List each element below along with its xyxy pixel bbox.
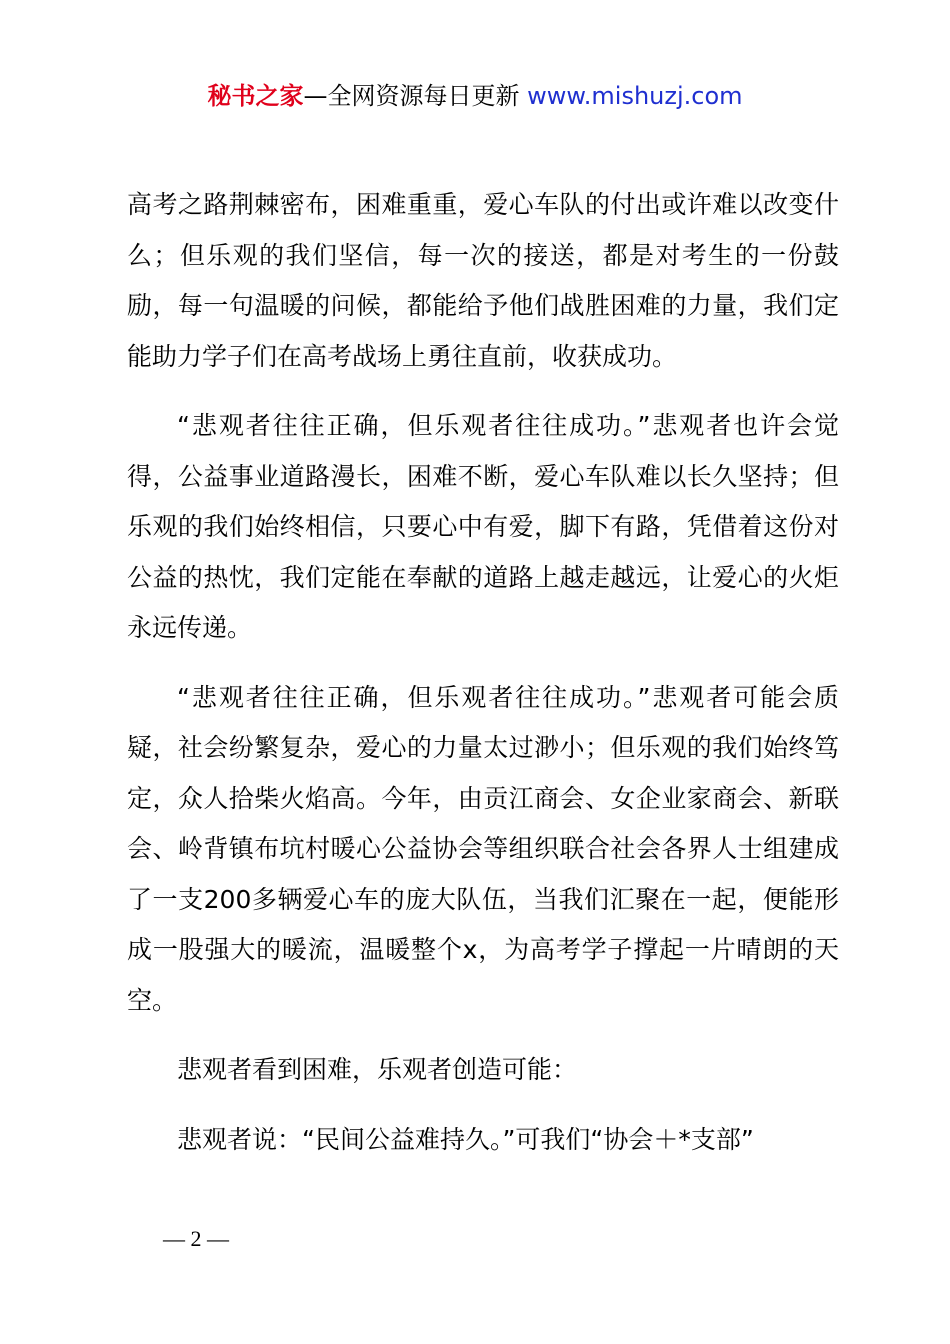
site-header [0,80,950,112]
site-url-link[interactable]: www.mishuzj.com [527,82,743,110]
paragraph-5: 悲观者说：“民间公益难持久。”可我们“协会＋*支部” [177,1124,754,1154]
document-body [127,180,839,1184]
page-number: — 2 — [163,1226,229,1251]
site-tagline: —全网资源每日更新 [303,82,520,110]
paragraph-1: 高考之路荆棘密布，困难重重，爱心车队的付出或许难以改变什么；但乐观的我们坚信，每一次的接送，都是对考生的一份鼓励，每一句温暖的问候，都能给予他们战胜困难的力量，我们定能助力学子们在高考战场上勇往直前，收获成功。 [127,190,839,371]
paragraph-3: “悲观者往往正确，但乐观者往往成功。”悲观者可能会质疑，社会纷繁复杂，爱心的力量太过渺小；但乐观的我们始终笃定，众人拾柴火焰高。今年，由贡江商会、女企业家商会、新联会、岭背镇布坑村暖心公益协会等组织联合社会各界人士组建成了一支200多辆爱心车的庞大队伍，当我们汇聚在一起，便能形成一股强大的暖流，温暖整个x，为高考学子撑起一片晴朗的天空。 [127,682,839,1015]
site-brand: 秘书之家 [207,82,304,110]
paragraph-4: 悲观者看到困难，乐观者创造可能： [177,1055,578,1084]
paragraph-2: “悲观者往往正确，但乐观者往往成功。”悲观者也许会觉得，公益事业道路漫长，困难不断，爱心车队难以长久坚持；但乐观的我们始终相信，只要心中有爱，脚下有路，凭借着这份对公益的热忱，我们定能在奉献的道路上越走越远，让爱心的火炬永远传递。 [127,411,839,642]
